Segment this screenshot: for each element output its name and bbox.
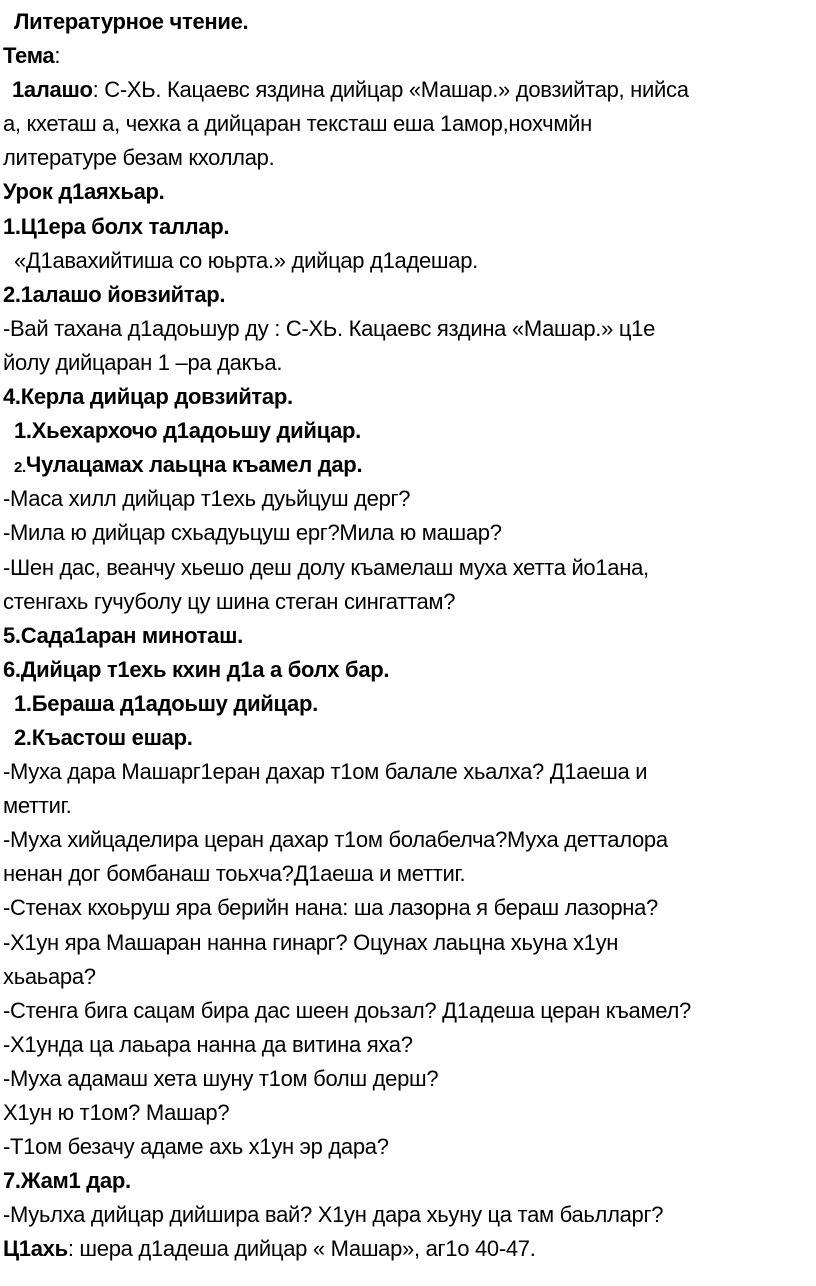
section-2-line-1: -Вай тахана д1адоьшур ду : С-ХЬ. Кацаевс яздина «Машар.» ц1е — [3, 315, 656, 341]
question-8: -Стенга бига сацам бира дас шеен доьзал? Д1адеша церан къамел? — [3, 997, 691, 1023]
topic-line — [0, 39, 816, 73]
section-4-sub-2 — [0, 448, 816, 482]
question-1: -Маса хилл дийцар т1ехь дуьйцуш дерг? — [3, 486, 411, 512]
section-6-sub-1: 1.Бераша д1адоьшу дийцар. — [14, 690, 318, 716]
homework-text: : шера д1адеша дийцар « Машар», аг1о 40-47. — [67, 1236, 536, 1262]
section-6-heading: 6.Дийцар т1ехь кхин д1а а болх бар. — [3, 656, 390, 682]
question-5-line-2: ненан дог бомбанаш тоьхча?Д1аеша и меттиг. — [3, 861, 466, 887]
section-1-heading: 1.Ц1ера болх таллар. — [3, 213, 230, 239]
question-3-line-1: -Шен дас, веанчу хьешо деш долу къамелаш муха хетта йо1ана, — [3, 554, 649, 580]
document — [0, 5, 816, 1266]
section-1-text: «Д1авахийтиша со юьрта.» дийцар д1адешар. — [14, 247, 478, 273]
section-7-heading: 7.Жам1 дар. — [3, 1168, 131, 1194]
topic-label: Тема — [3, 43, 55, 69]
topic-colon: : — [54, 43, 61, 69]
question-7-line-1: -Х1ун яра Машаран нанна гинарг? Оцунах лаьцна хьуна х1ун — [3, 929, 619, 955]
section-2-line-2: йолу дийцаран 1 –ра дакъа. — [3, 349, 283, 375]
goal-line-2: а, кхеташ а, чехка а дийцаран тексташ еша 1амор,нохчмйн — [3, 111, 592, 137]
question-5-line-1: -Муха хийцаделира церан дахар т1ом болабелча?Муха детталора — [3, 827, 668, 853]
question-4-line-1: -Муха дара Машарг1еран дахар т1ом балале хьалха? Д1аеша и — [3, 759, 648, 785]
section-2-heading: 2.1алашо йовзийтар. — [3, 281, 226, 307]
question-4-line-2: меттиг. — [3, 793, 72, 819]
goal-text-1: : С-ХЬ. Кацаевс яздина дийцар «Машар.» довзийтар, нийса — [92, 77, 689, 103]
goal-label: 1алашо — [12, 77, 93, 103]
homework-label: Ц1ахь — [3, 1236, 68, 1262]
goal-line-1 — [0, 73, 816, 107]
section-6-sub-2: 2.Къастош ешар. — [14, 724, 193, 750]
question-7-line-2: хьаьара? — [3, 963, 96, 989]
question-9: -Х1унда ца лаьара нанна да витина яха? — [3, 1031, 413, 1057]
question-10: -Муха адамаш хета шуну т1ом болш дерш? — [3, 1065, 439, 1091]
question-3-line-2: стенгахь гучуболу цу шина стеган сингаттам? — [3, 588, 456, 614]
section-4-sub-1: 1.Хьехархочо д1адоьшу дийцар. — [14, 418, 361, 444]
question-2: -Мила ю дийцар схьадуьцуш ерг?Мила ю машар? — [3, 520, 502, 546]
section-4-sub-2-number: 2. — [14, 459, 26, 477]
page-title: Литературное чтение. — [14, 9, 249, 34]
question-6: -Стенах кхоьруш яра берийн нана: ша лазорна я бераш лазорна? — [3, 895, 658, 921]
section-4-sub-2-text: Чулацамах лаьцна къамел дар. — [25, 452, 363, 478]
question-12: -Т1ом безачу адаме ахь х1ун эр дара? — [3, 1134, 389, 1160]
question-13: -Муьлха дийцар дийшира вай? Х1ун дара хьуну ца там баьлларг? — [3, 1202, 664, 1228]
goal-line-3: литературе безам кхоллар. — [3, 145, 275, 171]
question-11: Х1ун ю т1ом? Машар? — [3, 1100, 230, 1125]
section-5-heading: 5.Сада1аран миноташ. — [3, 622, 243, 648]
homework-line — [0, 1232, 816, 1266]
lesson-heading: Урок д1аяхьар. — [3, 179, 165, 205]
section-4-heading: 4.Керла дийцар довзийтар. — [3, 384, 293, 410]
